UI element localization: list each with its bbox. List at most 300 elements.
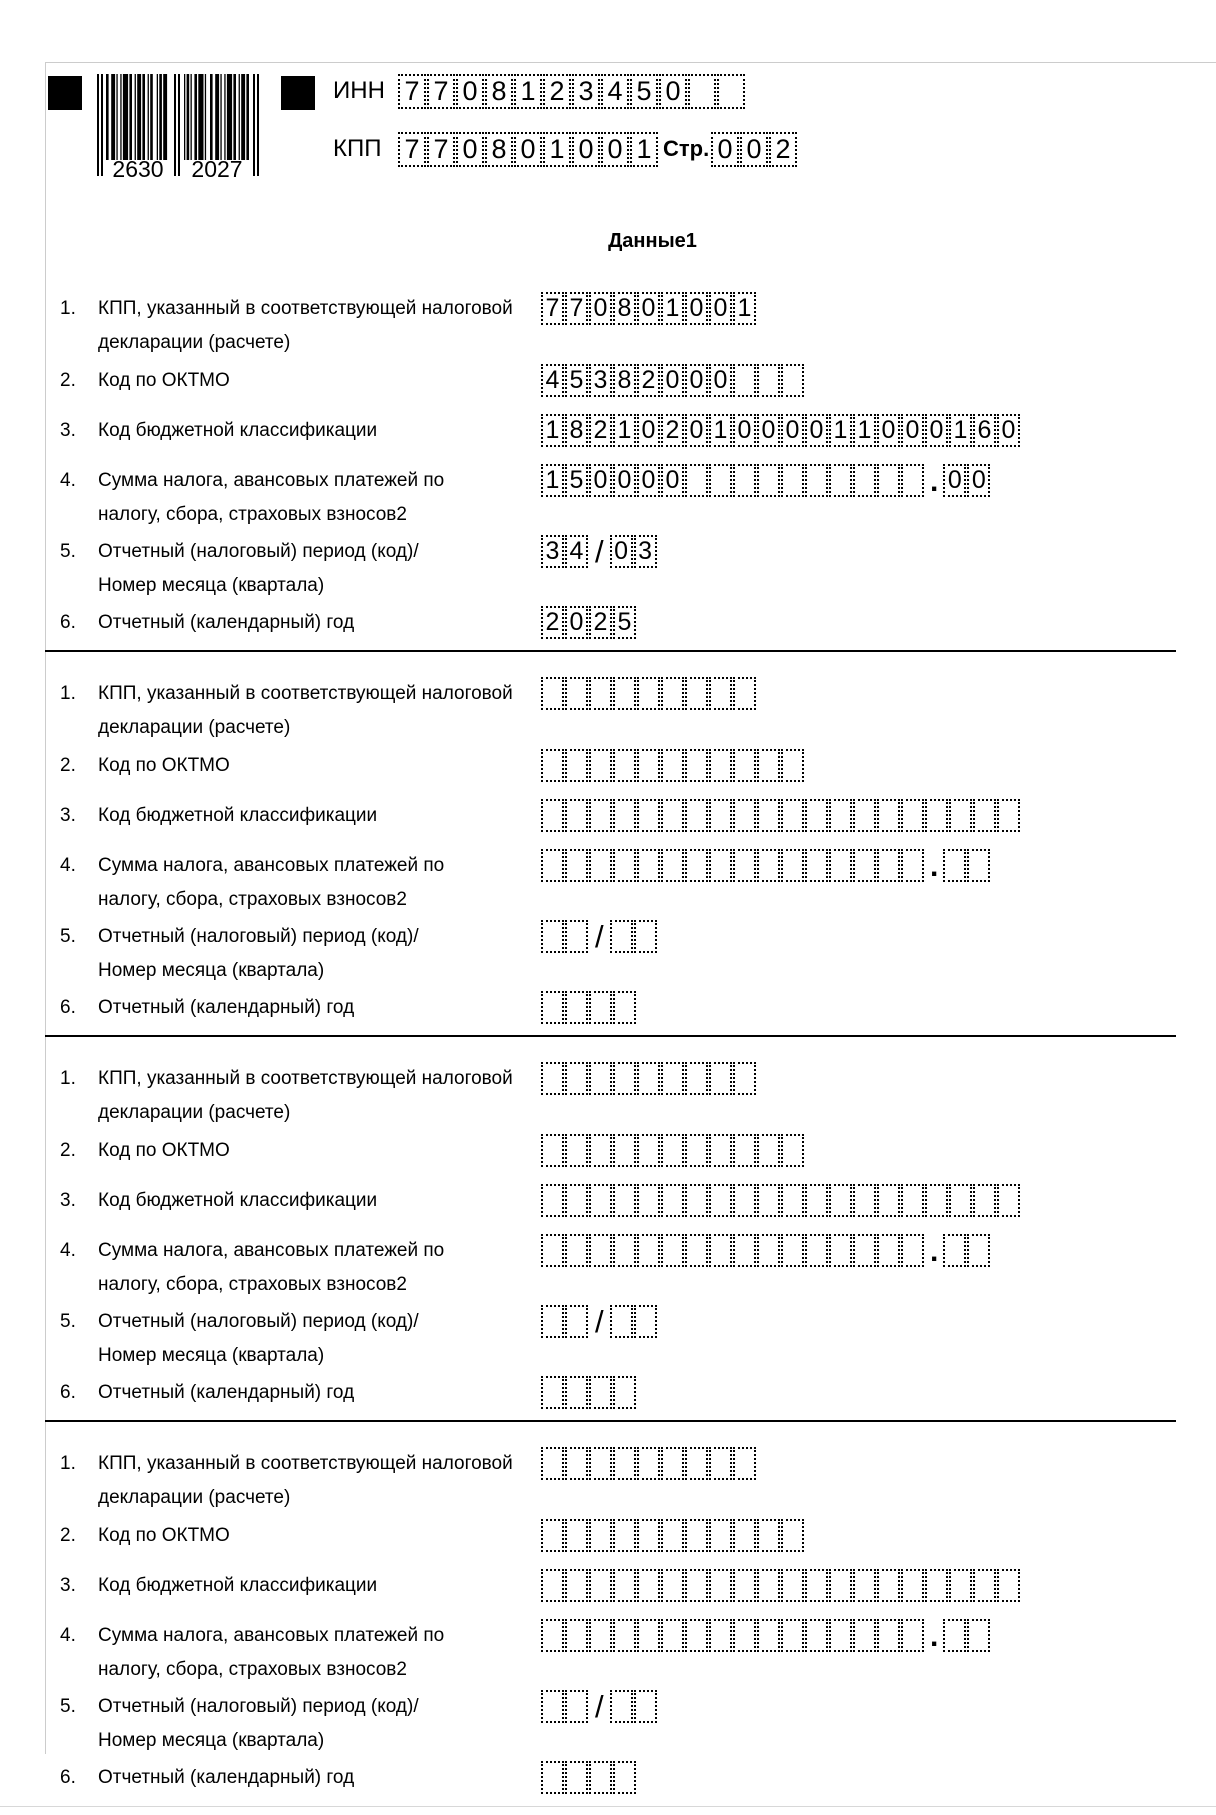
digit-cell: [637, 749, 660, 782]
digit-cell: [877, 464, 900, 497]
digit-cell: [589, 1569, 612, 1602]
field-label-line: Номер месяца (квартала): [98, 1730, 325, 1751]
digit-cell: 0: [637, 464, 660, 497]
digit-cell: [781, 749, 804, 782]
field-row: [45, 606, 637, 640]
field-number: 1.: [60, 1068, 76, 1089]
digit-cell: [943, 1619, 966, 1652]
field-label-line: налогу, сбора, страховых взносов2: [98, 504, 407, 525]
digit-cell: [661, 1062, 684, 1095]
digit-cell: 2: [589, 414, 612, 447]
field-label: [98, 414, 541, 448]
digit-cell: [613, 1447, 636, 1480]
digit-cell: [565, 1184, 588, 1217]
field-label-line: Код по ОКТМО: [98, 755, 230, 776]
digit-cell: 0: [685, 414, 708, 447]
digit-cell: [733, 1234, 756, 1267]
digit-cell: 1: [630, 132, 658, 167]
field-value-cells: [541, 991, 637, 1024]
digit-cell: [757, 1184, 780, 1217]
field-label: [98, 799, 541, 833]
digit-cell: [685, 677, 708, 710]
digit-cell: [781, 1519, 804, 1552]
field-value-cells: [541, 1519, 805, 1552]
digit-cell: [565, 1690, 588, 1723]
digit-cell: [757, 1134, 780, 1167]
field-label-line: КПП, указанный в соответствующей налоговой: [98, 298, 513, 319]
digit-cell: [637, 849, 660, 882]
form-section: [45, 1037, 1176, 1422]
digit-cell: [565, 1134, 588, 1167]
digit-cell: [589, 749, 612, 782]
digit-cell: 4: [541, 364, 564, 397]
field-row: [45, 1134, 805, 1168]
field-label-line: КПП, указанный в соответствующей налоговой: [98, 683, 513, 704]
field-label-line: Код по ОКТМО: [98, 1525, 230, 1546]
field-label-line: Сумма налога, авансовых платежей по: [98, 1625, 445, 1646]
digit-cell: 0: [711, 132, 739, 167]
digit-cell: [589, 1761, 612, 1794]
digit-cell: [637, 799, 660, 832]
digit-cell: [565, 1376, 588, 1409]
field-label: [98, 1447, 541, 1515]
digit-cell: [565, 799, 588, 832]
field-value-cells: [541, 1234, 991, 1267]
digit-cell: 8: [613, 292, 636, 325]
digit-cell: [589, 1234, 612, 1267]
digit-cell: [589, 1062, 612, 1095]
digit-cell: [997, 1184, 1020, 1217]
digit-cell: [589, 849, 612, 882]
digit-cell: [781, 1134, 804, 1167]
digit-cell: 0: [740, 132, 768, 167]
digit-cell: 5: [565, 364, 588, 397]
digit-cell: [757, 364, 780, 397]
field-label-line: налогу, сбора, страховых взносов2: [98, 1274, 407, 1295]
digit-cell: [613, 799, 636, 832]
field-label-line: Отчетный (налоговый) период (код)/: [98, 1696, 419, 1717]
digit-cell: [637, 1234, 660, 1267]
digit-cell: 0: [709, 364, 732, 397]
barcode-number-right: 2027: [191, 156, 243, 180]
field-row: [45, 1690, 658, 1758]
digit-cell: 2: [661, 414, 684, 447]
field-label-line: декларации (расчете): [98, 1487, 291, 1508]
digit-cell: [709, 677, 732, 710]
digit-cell: [733, 1134, 756, 1167]
digit-cell: [781, 1569, 804, 1602]
digit-cell: [997, 799, 1020, 832]
digit-cell: [685, 799, 708, 832]
field-label-line: Отчетный (налоговый) период (код)/: [98, 926, 419, 947]
field-row: [45, 849, 991, 917]
digit-cell: [901, 849, 924, 882]
digit-cell: [589, 1619, 612, 1652]
digit-cell: [565, 920, 588, 953]
field-number: 3.: [60, 1575, 76, 1596]
digit-cell: [709, 799, 732, 832]
field-label-line: Отчетный (календарный) год: [98, 1382, 355, 1403]
digit-cell: [901, 1234, 924, 1267]
field-row: [45, 1305, 658, 1373]
digit-cell: [733, 1519, 756, 1552]
field-value-cells: [541, 414, 1021, 447]
digit-cell: [757, 464, 780, 497]
digit-cell: 0: [456, 74, 484, 109]
digit-cell: 2: [543, 74, 571, 109]
digit-cell: 1: [709, 414, 732, 447]
digit-cell: [781, 464, 804, 497]
amount-decimal-separator: .: [930, 1620, 939, 1653]
digit-cell: [877, 1569, 900, 1602]
digit-cell: [853, 799, 876, 832]
digit-cell: [805, 464, 828, 497]
digit-cell: 1: [949, 414, 972, 447]
digit-cell: [943, 1234, 966, 1267]
kpp-header-cells: [398, 132, 659, 167]
digit-cell: 8: [565, 414, 588, 447]
period-separator: /: [595, 1689, 604, 1724]
field-number: 5.: [60, 1311, 76, 1332]
digit-cell: 1: [661, 292, 684, 325]
digit-cell: [541, 1519, 564, 1552]
digit-cell: [541, 1447, 564, 1480]
digit-cell: [637, 1184, 660, 1217]
digit-cell: [901, 799, 924, 832]
digit-cell: [733, 1569, 756, 1602]
field-label: [98, 1184, 541, 1218]
period-separator: /: [595, 1304, 604, 1339]
digit-cell: [949, 1569, 972, 1602]
digit-cell: 0: [637, 414, 660, 447]
digit-cell: 0: [601, 132, 629, 167]
digit-cell: [829, 849, 852, 882]
digit-cell: 4: [601, 74, 629, 109]
field-row: [45, 464, 991, 532]
field-row: [45, 1447, 757, 1515]
digit-cell: [688, 74, 716, 109]
field-value-cells: [541, 606, 637, 639]
digit-cell: 7: [398, 132, 426, 167]
field-label: [98, 464, 541, 532]
digit-cell: [805, 1569, 828, 1602]
digit-cell: 3: [541, 535, 564, 568]
digit-cell: 5: [565, 464, 588, 497]
digit-cell: 3: [572, 74, 600, 109]
field-label: [98, 749, 541, 783]
digit-cell: [541, 1134, 564, 1167]
digit-cell: [613, 1184, 636, 1217]
digit-cell: [967, 849, 990, 882]
field-value-cells: [541, 1376, 637, 1409]
digit-cell: [589, 1376, 612, 1409]
digit-cell: [661, 1134, 684, 1167]
field-row: [45, 292, 757, 360]
digit-cell: [733, 1184, 756, 1217]
field-label: [98, 364, 541, 398]
digit-cell: [541, 799, 564, 832]
digit-cell: [925, 1184, 948, 1217]
digit-cell: [637, 1519, 660, 1552]
field-label-line: КПП, указанный в соответствующей налоговой: [98, 1068, 513, 1089]
inn-label: ИНН: [333, 77, 385, 104]
field-label: [98, 991, 541, 1025]
digit-cell: [589, 677, 612, 710]
field-label-line: Номер месяца (квартала): [98, 575, 325, 596]
field-label: [98, 920, 541, 988]
digit-cell: [781, 799, 804, 832]
field-label-line: декларации (расчете): [98, 717, 291, 738]
form-section: [45, 1422, 1176, 1807]
field-label-line: Сумма налога, авансовых платежей по: [98, 855, 445, 876]
field-label-line: Сумма налога, авансовых платежей по: [98, 1240, 445, 1261]
field-row: [45, 749, 805, 783]
digit-cell: [565, 749, 588, 782]
digit-cell: 0: [685, 364, 708, 397]
digit-cell: [565, 1305, 588, 1338]
field-label-line: декларации (расчете): [98, 332, 291, 353]
digit-cell: [637, 1619, 660, 1652]
digit-cell: [613, 1619, 636, 1652]
field-number: 4.: [60, 1625, 76, 1646]
digit-cell: [829, 464, 852, 497]
field-label: [98, 1134, 541, 1168]
field-number: 1.: [60, 683, 76, 704]
digit-cell: 0: [805, 414, 828, 447]
digit-cell: [853, 1569, 876, 1602]
registration-mark-right: [281, 76, 315, 110]
digit-cell: 0: [925, 414, 948, 447]
digit-cell: [565, 1234, 588, 1267]
digit-cell: [925, 799, 948, 832]
field-label-line: Код бюджетной классификации: [98, 805, 378, 826]
period-separator: /: [595, 534, 604, 569]
field-value-cells: [541, 464, 991, 497]
digit-cell: [709, 1234, 732, 1267]
digit-cell: [877, 1619, 900, 1652]
digit-cell: [877, 799, 900, 832]
field-label: [98, 292, 541, 360]
digit-cell: [685, 1569, 708, 1602]
digit-cell: [805, 799, 828, 832]
digit-cell: [973, 799, 996, 832]
digit-cell: 0: [997, 414, 1020, 447]
field-number: 4.: [60, 855, 76, 876]
digit-cell: 8: [485, 132, 513, 167]
digit-cell: [541, 849, 564, 882]
field-number: 1.: [60, 298, 76, 319]
field-number: 6.: [60, 1767, 76, 1788]
digit-cell: [565, 1519, 588, 1552]
digit-cell: [661, 849, 684, 882]
digit-cell: [877, 849, 900, 882]
digit-cell: 1: [613, 414, 636, 447]
digit-cell: [613, 1376, 636, 1409]
digit-cell: 0: [572, 132, 600, 167]
page-number-cells: [711, 132, 798, 167]
field-label-line: Номер месяца (квартала): [98, 960, 325, 981]
digit-cell: [709, 1569, 732, 1602]
digit-cell: [757, 1519, 780, 1552]
field-value-cells: [541, 1184, 1021, 1217]
digit-cell: [565, 1619, 588, 1652]
digit-cell: [973, 1184, 996, 1217]
digit-cell: 3: [634, 535, 657, 568]
digit-cell: [613, 849, 636, 882]
field-row: [45, 1062, 757, 1130]
digit-cell: 4: [565, 535, 588, 568]
digit-cell: [805, 1234, 828, 1267]
digit-cell: [781, 364, 804, 397]
digit-cell: [781, 1234, 804, 1267]
digit-cell: [541, 1305, 564, 1338]
field-label: [98, 1519, 541, 1553]
digit-cell: [541, 1234, 564, 1267]
field-label-line: налогу, сбора, страховых взносов2: [98, 1659, 407, 1680]
field-label-line: Код по ОКТМО: [98, 1140, 230, 1161]
digit-cell: [709, 1447, 732, 1480]
digit-cell: [757, 799, 780, 832]
digit-cell: [541, 920, 564, 953]
digit-cell: [733, 1447, 756, 1480]
digit-cell: [634, 1305, 657, 1338]
field-value-cells: [541, 799, 1021, 832]
digit-cell: [589, 1447, 612, 1480]
digit-cell: [610, 1690, 633, 1723]
amount-decimal-separator: .: [930, 850, 939, 883]
digit-cell: [829, 1234, 852, 1267]
field-value-cells: [541, 292, 757, 325]
digit-cell: 7: [427, 132, 455, 167]
digit-cell: 1: [543, 132, 571, 167]
digit-cell: 0: [661, 364, 684, 397]
digit-cell: [565, 1761, 588, 1794]
digit-cell: 2: [589, 606, 612, 639]
field-label-line: Номер месяца (квартала): [98, 1345, 325, 1366]
digit-cell: [901, 1569, 924, 1602]
barcode-number-left: 2630: [112, 156, 164, 180]
page-number-label: Стр.: [663, 136, 710, 161]
field-row: [45, 1519, 805, 1553]
digit-cell: 2: [637, 364, 660, 397]
field-value-cells: [541, 920, 658, 953]
field-row: [45, 364, 805, 398]
field-label-line: Отчетный (календарный) год: [98, 612, 355, 633]
field-row: [45, 677, 757, 745]
digit-cell: [781, 1619, 804, 1652]
digit-cell: 0: [709, 292, 732, 325]
digit-cell: [709, 1519, 732, 1552]
digit-cell: [709, 1184, 732, 1217]
field-row: [45, 1184, 1021, 1218]
field-row: [45, 1234, 991, 1302]
digit-cell: [709, 749, 732, 782]
field-label-line: Отчетный (календарный) год: [98, 1767, 355, 1788]
field-label: [98, 606, 541, 640]
digit-cell: 0: [589, 292, 612, 325]
digit-cell: 0: [967, 464, 990, 497]
digit-cell: 0: [877, 414, 900, 447]
digit-cell: 7: [565, 292, 588, 325]
digit-cell: 1: [853, 414, 876, 447]
field-label-line: налогу, сбора, страховых взносов2: [98, 889, 407, 910]
digit-cell: 0: [610, 535, 633, 568]
field-row: [45, 535, 658, 603]
digit-cell: 0: [901, 414, 924, 447]
field-label: [98, 1690, 541, 1758]
digit-cell: [637, 1134, 660, 1167]
digit-cell: [541, 1376, 564, 1409]
digit-cell: [925, 1569, 948, 1602]
field-value-cells: [541, 364, 805, 397]
digit-cell: [589, 799, 612, 832]
digit-cell: [589, 1134, 612, 1167]
digit-cell: [661, 1569, 684, 1602]
digit-cell: 7: [398, 74, 426, 109]
field-row: [45, 1619, 991, 1687]
digit-cell: [541, 1569, 564, 1602]
field-number: 2.: [60, 755, 76, 776]
field-label-line: Отчетный (календарный) год: [98, 997, 355, 1018]
digit-cell: [805, 1619, 828, 1652]
field-label-line: Код бюджетной классификации: [98, 420, 378, 441]
field-value-cells: [541, 1619, 991, 1652]
digit-cell: [853, 1234, 876, 1267]
digit-cell: 0: [613, 464, 636, 497]
field-label: [98, 535, 541, 603]
field-value-cells: [541, 677, 757, 710]
field-number: 6.: [60, 1382, 76, 1403]
field-number: 6.: [60, 612, 76, 633]
field-number: 2.: [60, 1140, 76, 1161]
digit-cell: [781, 849, 804, 882]
field-number: 3.: [60, 1190, 76, 1211]
digit-cell: [685, 1234, 708, 1267]
digit-cell: [634, 920, 657, 953]
field-row: [45, 1569, 1021, 1603]
digit-cell: [661, 677, 684, 710]
field-label: [98, 1619, 541, 1687]
digit-cell: [565, 677, 588, 710]
field-label-line: Отчетный (налоговый) период (код)/: [98, 541, 419, 562]
digit-cell: 6: [973, 414, 996, 447]
digit-cell: 0: [781, 414, 804, 447]
digit-cell: [541, 1062, 564, 1095]
digit-cell: [853, 1184, 876, 1217]
digit-cell: [943, 849, 966, 882]
field-row: [45, 1761, 637, 1795]
digit-cell: [613, 677, 636, 710]
digit-cell: [709, 1062, 732, 1095]
field-value-cells: [541, 749, 805, 782]
field-row: [45, 414, 1021, 448]
field-row: [45, 991, 637, 1025]
field-label-line: Код бюджетной классификации: [98, 1190, 378, 1211]
digit-cell: [613, 1234, 636, 1267]
field-label: [98, 1305, 541, 1373]
digit-cell: [709, 1619, 732, 1652]
digit-cell: [709, 464, 732, 497]
field-label: [98, 1761, 541, 1795]
digit-cell: [733, 1619, 756, 1652]
field-label: [98, 1062, 541, 1130]
field-label: [98, 1234, 541, 1302]
registration-mark-left: [48, 76, 82, 110]
digit-cell: [949, 799, 972, 832]
digit-cell: [613, 1062, 636, 1095]
digit-cell: [637, 1447, 660, 1480]
digit-cell: [589, 991, 612, 1024]
